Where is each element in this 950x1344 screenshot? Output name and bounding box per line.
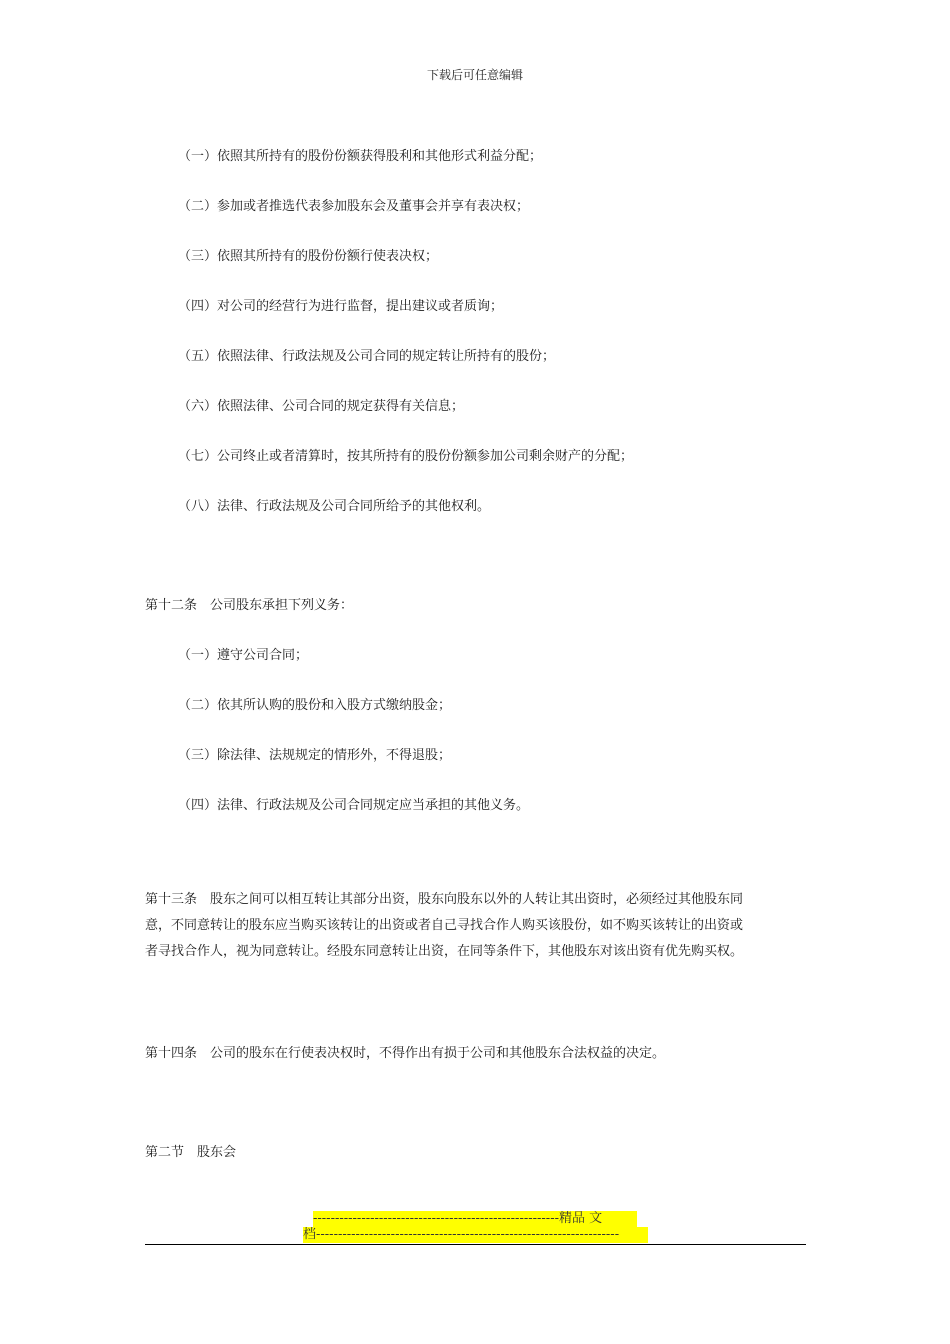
rights-item-1: （一）依照其所持有的股份份额获得股利和其他形式利益分配； [178, 149, 543, 164]
article-13-paragraph [145, 887, 810, 965]
rights-item-5: （五）依照法律、行政法规及公司合同的规定转让所持有的股份； [178, 349, 556, 364]
section-2-heading: 第二节 股东会 [145, 1145, 237, 1160]
rights-item-8: （八）法律、行政法规及公司合同所给予的其他权利。 [178, 499, 491, 514]
footer-rule [145, 1244, 806, 1245]
rights-item-2: （二）参加或者推选代表参加股东会及董事会并享有表决权； [178, 199, 530, 214]
obligation-item-3: （三）除法律、法规规定的情形外，不得退股； [178, 748, 452, 763]
article-14: 第十四条 公司的股东在行使表决权时，不得作出有损于公司和其他股东合法权益的决定。 [145, 1046, 666, 1061]
obligation-item-2: （二）依其所认购的股份和入股方式缴纳股金； [178, 698, 452, 713]
obligation-item-1: （一）遵守公司合同； [178, 648, 309, 663]
article-12-title: 第十二条 公司股东承担下列义务： [145, 598, 354, 613]
rights-item-3: （三）依照其所持有的股份份额行使表决权； [178, 249, 439, 264]
obligation-item-4: （四）法律、行政法规及公司合同规定应当承担的其他义务。 [178, 798, 530, 813]
article-13-line-3: 者寻找合作人，视为同意转让。经股东同意转让出资，在同等条件下，其他股东对该出资有优先购买权。 [145, 944, 744, 959]
page-header: 下载后可任意编辑 [426, 68, 523, 82]
rights-item-4: （四）对公司的经营行为进行监督，提出建议或者质询； [178, 299, 504, 314]
article-13-line-2: 意，不同意转让的股东应当购买该转让的出资或者自己寻找合作人购买该股份，如不购买该转让的出资或 [145, 918, 744, 933]
article-13-line-1: 第十三条 股东之间可以相互转让其部分出资，股东向股东以外的人转让其出资时，必须经过其他股东同 [145, 892, 744, 907]
footer-watermark-line-2: 档--------------------------------------------------------------------- [303, 1227, 648, 1243]
rights-item-6: （六）依照法律、公司合同的规定获得有关信息； [178, 399, 465, 414]
footer-watermark-line-1: --------------------------------------------------------精品 文 [313, 1211, 637, 1227]
rights-item-7: （七）公司终止或者清算时，按其所持有的股份份额参加公司剩余财产的分配； [178, 449, 634, 464]
